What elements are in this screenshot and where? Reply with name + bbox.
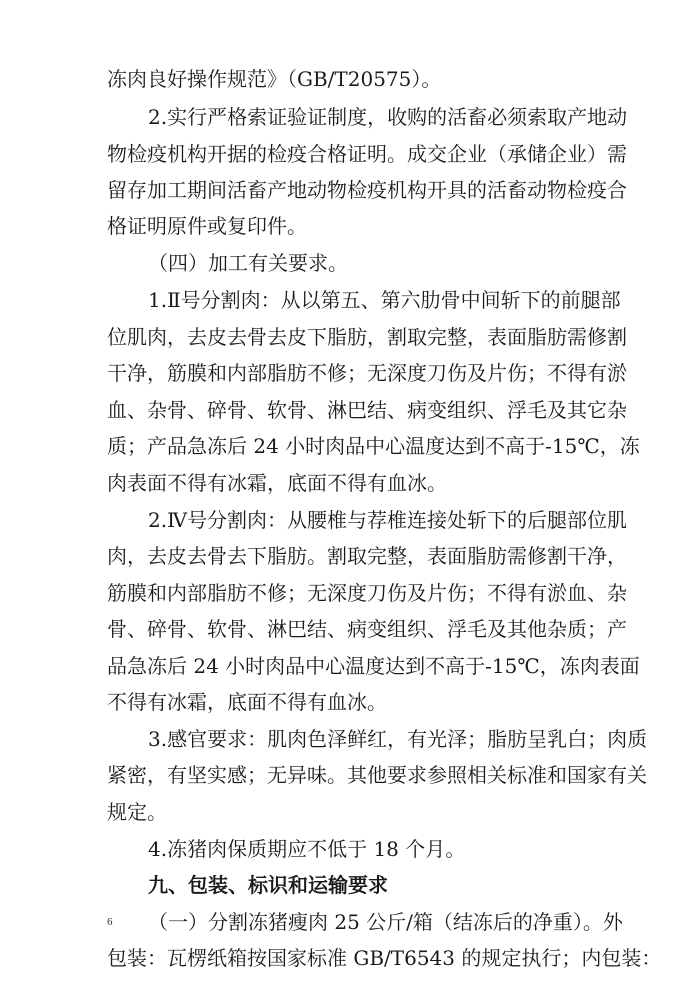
section-9-heading: 九、包装、标识和运输要求 bbox=[148, 873, 388, 897]
page-number: 6 bbox=[107, 916, 113, 928]
item-2-line-3: 筋膜和内部脂肪不修；无深度刀伤及片伤；不得有淤血、杂 bbox=[107, 581, 627, 605]
item-1-line-1: 1.Ⅱ号分割肉：从以第五、第六肋骨中间斩下的前腿部 bbox=[148, 288, 621, 312]
item-1-line-6: 肉表面不得有冰霜，底面不得有血冰。 bbox=[107, 471, 447, 495]
text-line-continuation: 冻肉良好操作规范》（GB/T20575）。 bbox=[107, 67, 442, 91]
item-1-line-3: 干净，筋膜和内部脂肪不修；无深度刀伤及片伤；不得有淤 bbox=[107, 361, 627, 385]
paragraph-2-line-3: 留存加工期间活畜产地动物检疫机构开具的活畜动物检疫合 bbox=[107, 178, 627, 202]
section-4-heading: （四）加工有关要求。 bbox=[148, 251, 348, 275]
item-1-line-5: 质；产品急冻后 24 小时肉品中心温度达到不高于-15℃，冻 bbox=[107, 434, 640, 458]
item-3-line-1: 3.感官要求：肌肉色泽鲜红，有光泽；脂肪呈乳白；肉质 bbox=[148, 727, 648, 751]
item-1-line-2: 位肌肉，去皮去骨去皮下脂肪，割取完整，表面脂肪需修割 bbox=[107, 325, 627, 349]
item-3-line-2: 紧密，有坚实感；无异味。其他要求参照相关标准和国家有关 bbox=[107, 763, 647, 787]
item-1-line-4: 血、杂骨、碎骨、软骨、淋巴结、病变组织、浮毛及其它杂 bbox=[107, 398, 627, 422]
paragraph-2-line-2: 物检疫机构开据的检疫合格证明。成交企业（承储企业）需 bbox=[107, 142, 627, 166]
paragraph-2-line-1: 2.实行严格索证验证制度，收购的活畜必须索取产地动 bbox=[148, 105, 628, 129]
item-2-line-1: 2.Ⅳ号分割肉：从腰椎与荐椎连接处斩下的后腿部位肌 bbox=[148, 508, 628, 532]
item-4-line-1: 4.冻猪肉保质期应不低于 18 个月。 bbox=[148, 837, 466, 861]
item-2-line-6: 不得有冰霜，底面不得有血冰。 bbox=[107, 690, 387, 714]
item-2-line-2: 肉，去皮去骨去下脂肪。割取完整，表面脂肪需修割干净， bbox=[107, 544, 627, 568]
section-9-item-1-line-2: 包装：瓦楞纸箱按国家标准 GB/T6543 的规定执行；内包装： bbox=[107, 946, 662, 970]
item-2-line-4: 骨、碎骨、软骨、淋巴结、病变组织、浮毛及其他杂质；产 bbox=[107, 617, 627, 641]
item-2-line-5: 品急冻后 24 小时肉品中心温度达到不高于-15℃，冻肉表面 bbox=[107, 654, 640, 678]
section-9-item-1-line-1: （一）分割冻猪瘦肉 25 公斤/箱（结冻后的净重）。外 bbox=[148, 910, 623, 934]
paragraph-2-line-4: 格证明原件或复印件。 bbox=[107, 214, 307, 238]
item-3-line-3: 规定。 bbox=[107, 800, 167, 824]
